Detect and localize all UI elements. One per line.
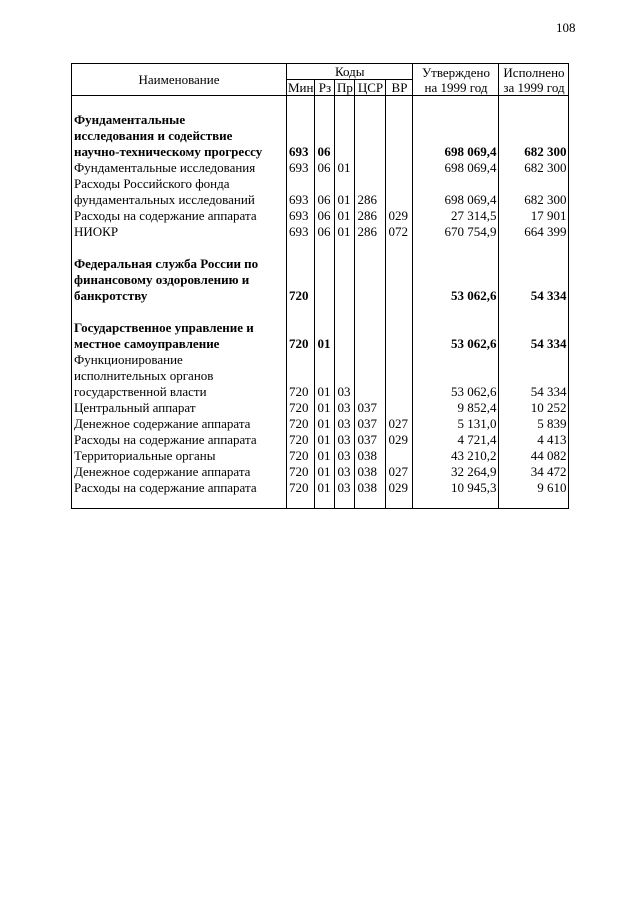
row-executed-cell <box>499 256 569 272</box>
row-executed-cell: 682 300 <box>499 192 569 208</box>
header-approved <box>413 64 499 96</box>
table-row <box>72 320 569 336</box>
row-csr-cell <box>355 160 386 176</box>
row-executed-cell: 9 610 <box>499 480 569 496</box>
row-pr-cell: 03 <box>335 416 355 432</box>
row-csr-cell <box>355 288 386 304</box>
row-pr-cell <box>335 112 355 128</box>
row-vr-cell <box>386 320 413 336</box>
row-rz-cell: 06 <box>315 192 335 208</box>
row-min-cell <box>287 128 315 144</box>
row-min-cell <box>287 368 315 384</box>
row-name-cell: исполнительных органов <box>72 368 287 384</box>
row-pr-cell: 03 <box>335 448 355 464</box>
row-executed-cell: 34 472 <box>499 464 569 480</box>
row-csr-cell <box>355 256 386 272</box>
row-min-cell <box>287 112 315 128</box>
row-min-cell: 720 <box>287 480 315 496</box>
row-name-cell <box>72 96 287 113</box>
row-min-cell: 720 <box>287 416 315 432</box>
row-min-cell: 720 <box>287 464 315 480</box>
row-csr-cell <box>355 304 386 320</box>
header-approved-line1: Утверждено <box>421 65 490 80</box>
row-executed-cell <box>499 320 569 336</box>
row-min-cell: 720 <box>287 432 315 448</box>
row-rz-cell: 01 <box>315 400 335 416</box>
spacer-row <box>72 96 569 113</box>
row-approved-cell <box>413 352 499 368</box>
page-number: 108 <box>556 20 576 35</box>
row-approved-cell: 53 062,6 <box>413 288 499 304</box>
row-approved-cell <box>413 256 499 272</box>
row-rz-cell <box>315 304 335 320</box>
row-pr-cell: 01 <box>335 224 355 240</box>
row-approved-cell <box>413 320 499 336</box>
row-vr-cell <box>386 128 413 144</box>
row-rz-cell <box>315 112 335 128</box>
table-row <box>72 432 569 448</box>
row-approved-cell: 4 721,4 <box>413 432 499 448</box>
row-pr-cell <box>335 352 355 368</box>
row-rz-cell <box>315 320 335 336</box>
row-vr-cell <box>386 368 413 384</box>
bottom-padding-cell <box>72 496 287 509</box>
row-min-cell: 693 <box>287 144 315 160</box>
row-executed-cell: 682 300 <box>499 144 569 160</box>
row-name-cell: Фундаментальные <box>72 112 287 128</box>
row-name-cell: государственной власти <box>72 384 287 400</box>
row-vr-cell <box>386 304 413 320</box>
table-row <box>72 272 569 288</box>
row-csr-cell: 037 <box>355 432 386 448</box>
row-csr-cell <box>355 240 386 256</box>
row-rz-cell <box>315 352 335 368</box>
row-name-cell: Федеральная служба России по <box>72 256 287 272</box>
row-vr-cell <box>386 400 413 416</box>
row-pr-cell <box>335 176 355 192</box>
row-vr-cell: 027 <box>386 464 413 480</box>
table-row <box>72 128 569 144</box>
row-name-cell: Фундаментальные исследования <box>72 160 287 176</box>
row-vr-cell: 072 <box>386 224 413 240</box>
row-csr-cell <box>355 384 386 400</box>
table-body <box>72 96 569 509</box>
row-approved-cell <box>413 240 499 256</box>
row-pr-cell: 03 <box>335 384 355 400</box>
row-executed-cell: 4 413 <box>499 432 569 448</box>
header-vr: ВР <box>386 80 413 96</box>
budget-table <box>71 63 569 509</box>
row-min-cell <box>287 176 315 192</box>
row-pr-cell <box>335 304 355 320</box>
row-approved-cell: 10 945,3 <box>413 480 499 496</box>
row-approved-cell <box>413 112 499 128</box>
row-csr-cell <box>355 352 386 368</box>
row-rz-cell: 01 <box>315 464 335 480</box>
row-approved-cell: 53 062,6 <box>413 384 499 400</box>
row-vr-cell: 027 <box>386 416 413 432</box>
row-name-cell: научно-техническому прогрессу <box>72 144 287 160</box>
row-name-cell: Расходы на содержание аппарата <box>72 480 287 496</box>
row-rz-cell <box>315 288 335 304</box>
row-vr-cell <box>386 448 413 464</box>
row-min-cell <box>287 96 315 113</box>
row-name-cell: Территориальные органы <box>72 448 287 464</box>
row-rz-cell <box>315 176 335 192</box>
row-name-cell: Денежное содержание аппарата <box>72 464 287 480</box>
row-vr-cell <box>386 192 413 208</box>
table-row <box>72 400 569 416</box>
row-executed-cell: 5 839 <box>499 416 569 432</box>
header-name: Наименование <box>72 64 287 96</box>
row-min-cell: 720 <box>287 288 315 304</box>
row-vr-cell <box>386 144 413 160</box>
row-pr-cell <box>335 272 355 288</box>
row-min-cell: 720 <box>287 384 315 400</box>
row-approved-cell: 53 062,6 <box>413 336 499 352</box>
row-name-cell: Центральный аппарат <box>72 400 287 416</box>
row-vr-cell <box>386 112 413 128</box>
row-pr-cell <box>335 336 355 352</box>
row-vr-cell <box>386 160 413 176</box>
row-pr-cell: 03 <box>335 480 355 496</box>
table-row <box>72 224 569 240</box>
row-csr-cell: 037 <box>355 400 386 416</box>
row-executed-cell: 10 252 <box>499 400 569 416</box>
bottom-padding-cell <box>499 496 569 509</box>
row-pr-cell <box>335 128 355 144</box>
header-pr: Пр <box>335 80 355 96</box>
row-approved-cell: 43 210,2 <box>413 448 499 464</box>
table-row <box>72 448 569 464</box>
row-vr-cell <box>386 336 413 352</box>
row-min-cell <box>287 256 315 272</box>
table-row <box>72 208 569 224</box>
row-name-cell: НИОКР <box>72 224 287 240</box>
row-name-cell: Денежное содержание аппарата <box>72 416 287 432</box>
row-csr-cell <box>355 96 386 113</box>
row-executed-cell: 664 399 <box>499 224 569 240</box>
row-approved-cell: 9 852,4 <box>413 400 499 416</box>
row-min-cell <box>287 272 315 288</box>
row-name-cell: Расходы на содержание аппарата <box>72 432 287 448</box>
table-row <box>72 336 569 352</box>
bottom-padding-cell <box>335 496 355 509</box>
bottom-padding-cell <box>315 496 335 509</box>
header-executed <box>499 64 569 96</box>
row-rz-cell: 01 <box>315 432 335 448</box>
row-executed-cell: 54 334 <box>499 336 569 352</box>
bottom-padding-cell <box>355 496 386 509</box>
row-approved-cell <box>413 176 499 192</box>
row-name-cell: банкротству <box>72 288 287 304</box>
row-name-cell: Функционирование <box>72 352 287 368</box>
row-executed-cell: 17 901 <box>499 208 569 224</box>
row-rz-cell <box>315 368 335 384</box>
row-csr-cell: 286 <box>355 224 386 240</box>
row-min-cell <box>287 304 315 320</box>
row-pr-cell: 01 <box>335 160 355 176</box>
row-pr-cell <box>335 320 355 336</box>
row-min-cell: 693 <box>287 208 315 224</box>
table-row <box>72 192 569 208</box>
row-vr-cell <box>386 256 413 272</box>
row-pr-cell: 01 <box>335 192 355 208</box>
row-vr-cell <box>386 240 413 256</box>
table-row <box>72 176 569 192</box>
row-pr-cell: 03 <box>335 432 355 448</box>
row-rz-cell: 06 <box>315 160 335 176</box>
row-rz-cell <box>315 128 335 144</box>
row-pr-cell: 03 <box>335 400 355 416</box>
row-min-cell: 720 <box>287 400 315 416</box>
row-pr-cell <box>335 240 355 256</box>
table-row <box>72 352 569 368</box>
row-executed-cell: 54 334 <box>499 384 569 400</box>
header-min: Мин <box>288 80 314 95</box>
row-approved-cell: 5 131,0 <box>413 416 499 432</box>
row-name-cell: местное самоуправление <box>72 336 287 352</box>
row-csr-cell <box>355 176 386 192</box>
table-row <box>72 160 569 176</box>
row-pr-cell <box>335 96 355 113</box>
bottom-padding-cell <box>413 496 499 509</box>
row-approved-cell <box>413 128 499 144</box>
row-csr-cell: 038 <box>355 480 386 496</box>
row-rz-cell: 01 <box>315 480 335 496</box>
row-name-cell: исследования и содействие <box>72 128 287 144</box>
row-approved-cell <box>413 96 499 113</box>
row-approved-cell <box>413 304 499 320</box>
row-pr-cell <box>335 288 355 304</box>
header-executed-line2: за 1999 год <box>503 80 565 95</box>
row-min-cell <box>287 352 315 368</box>
row-csr-cell <box>355 320 386 336</box>
table-row <box>72 384 569 400</box>
row-csr-cell <box>355 336 386 352</box>
spacer-row <box>72 240 569 256</box>
row-approved-cell: 698 069,4 <box>413 192 499 208</box>
row-pr-cell: 01 <box>335 208 355 224</box>
row-executed-cell <box>499 176 569 192</box>
row-rz-cell: 06 <box>315 224 335 240</box>
row-csr-cell: 037 <box>355 416 386 432</box>
table-row <box>72 288 569 304</box>
row-executed-cell <box>499 304 569 320</box>
row-csr-cell: 286 <box>355 208 386 224</box>
row-min-cell: 720 <box>287 448 315 464</box>
row-name-cell: финансовому оздоровлению и <box>72 272 287 288</box>
row-min-cell <box>287 320 315 336</box>
table-row <box>72 464 569 480</box>
row-name-cell: Расходы на содержание аппарата <box>72 208 287 224</box>
row-executed-cell: 54 334 <box>499 288 569 304</box>
row-approved-cell: 27 314,5 <box>413 208 499 224</box>
row-min-cell: 693 <box>287 192 315 208</box>
row-approved-cell <box>413 272 499 288</box>
bottom-padding-cell <box>386 496 413 509</box>
row-csr-cell: 286 <box>355 192 386 208</box>
row-vr-cell <box>386 96 413 113</box>
row-name-cell <box>72 240 287 256</box>
spacer-row <box>72 304 569 320</box>
row-vr-cell <box>386 352 413 368</box>
row-rz-cell: 01 <box>315 416 335 432</box>
header-csr: ЦСР <box>355 80 386 96</box>
row-executed-cell: 44 082 <box>499 448 569 464</box>
row-csr-cell: 038 <box>355 464 386 480</box>
row-csr-cell <box>355 368 386 384</box>
row-approved-cell: 670 754,9 <box>413 224 499 240</box>
row-executed-cell <box>499 368 569 384</box>
row-rz-cell <box>315 96 335 113</box>
row-executed-cell <box>499 96 569 113</box>
row-executed-cell <box>499 240 569 256</box>
row-approved-cell: 32 264,9 <box>413 464 499 480</box>
table-header <box>72 64 569 96</box>
row-vr-cell: 029 <box>386 432 413 448</box>
header-codes: Коды <box>287 64 413 80</box>
row-rz-cell: 06 <box>315 208 335 224</box>
row-vr-cell <box>386 288 413 304</box>
row-pr-cell <box>335 256 355 272</box>
row-rz-cell: 01 <box>315 336 335 352</box>
row-vr-cell <box>386 176 413 192</box>
table-row <box>72 480 569 496</box>
row-csr-cell: 038 <box>355 448 386 464</box>
row-min-cell: 720 <box>287 336 315 352</box>
row-executed-cell <box>499 128 569 144</box>
table-bottom-padding <box>72 496 569 509</box>
row-rz-cell <box>315 240 335 256</box>
row-pr-cell <box>335 144 355 160</box>
row-vr-cell <box>386 272 413 288</box>
row-name-cell <box>72 304 287 320</box>
row-executed-cell <box>499 112 569 128</box>
table-row <box>72 256 569 272</box>
row-rz-cell <box>315 256 335 272</box>
table-row <box>72 112 569 128</box>
row-csr-cell <box>355 128 386 144</box>
row-vr-cell <box>386 384 413 400</box>
row-name-cell: фундаментальных исследований <box>72 192 287 208</box>
table-row <box>72 368 569 384</box>
row-executed-cell <box>499 272 569 288</box>
row-name-cell: Государственное управление и <box>72 320 287 336</box>
row-pr-cell <box>335 368 355 384</box>
bottom-padding-cell <box>287 496 315 509</box>
row-vr-cell: 029 <box>386 208 413 224</box>
row-executed-cell <box>499 352 569 368</box>
row-csr-cell <box>355 272 386 288</box>
header-executed-line1: Исполнено <box>503 65 565 80</box>
header-rz: Рз <box>315 80 335 96</box>
row-approved-cell: 698 069,4 <box>413 144 499 160</box>
row-rz-cell: 01 <box>315 448 335 464</box>
row-rz-cell: 01 <box>315 384 335 400</box>
row-name-cell: Расходы Российского фонда <box>72 176 287 192</box>
row-min-cell <box>287 240 315 256</box>
table-row <box>72 144 569 160</box>
row-min-cell: 693 <box>287 224 315 240</box>
row-csr-cell <box>355 112 386 128</box>
row-pr-cell: 03 <box>335 464 355 480</box>
row-min-cell: 693 <box>287 160 315 176</box>
row-approved-cell: 698 069,4 <box>413 160 499 176</box>
header-approved-line2: на 1999 год <box>424 80 488 95</box>
row-vr-cell: 029 <box>386 480 413 496</box>
row-approved-cell <box>413 368 499 384</box>
row-executed-cell: 682 300 <box>499 160 569 176</box>
row-csr-cell <box>355 144 386 160</box>
table-row <box>72 416 569 432</box>
row-rz-cell: 06 <box>315 144 335 160</box>
row-rz-cell <box>315 272 335 288</box>
